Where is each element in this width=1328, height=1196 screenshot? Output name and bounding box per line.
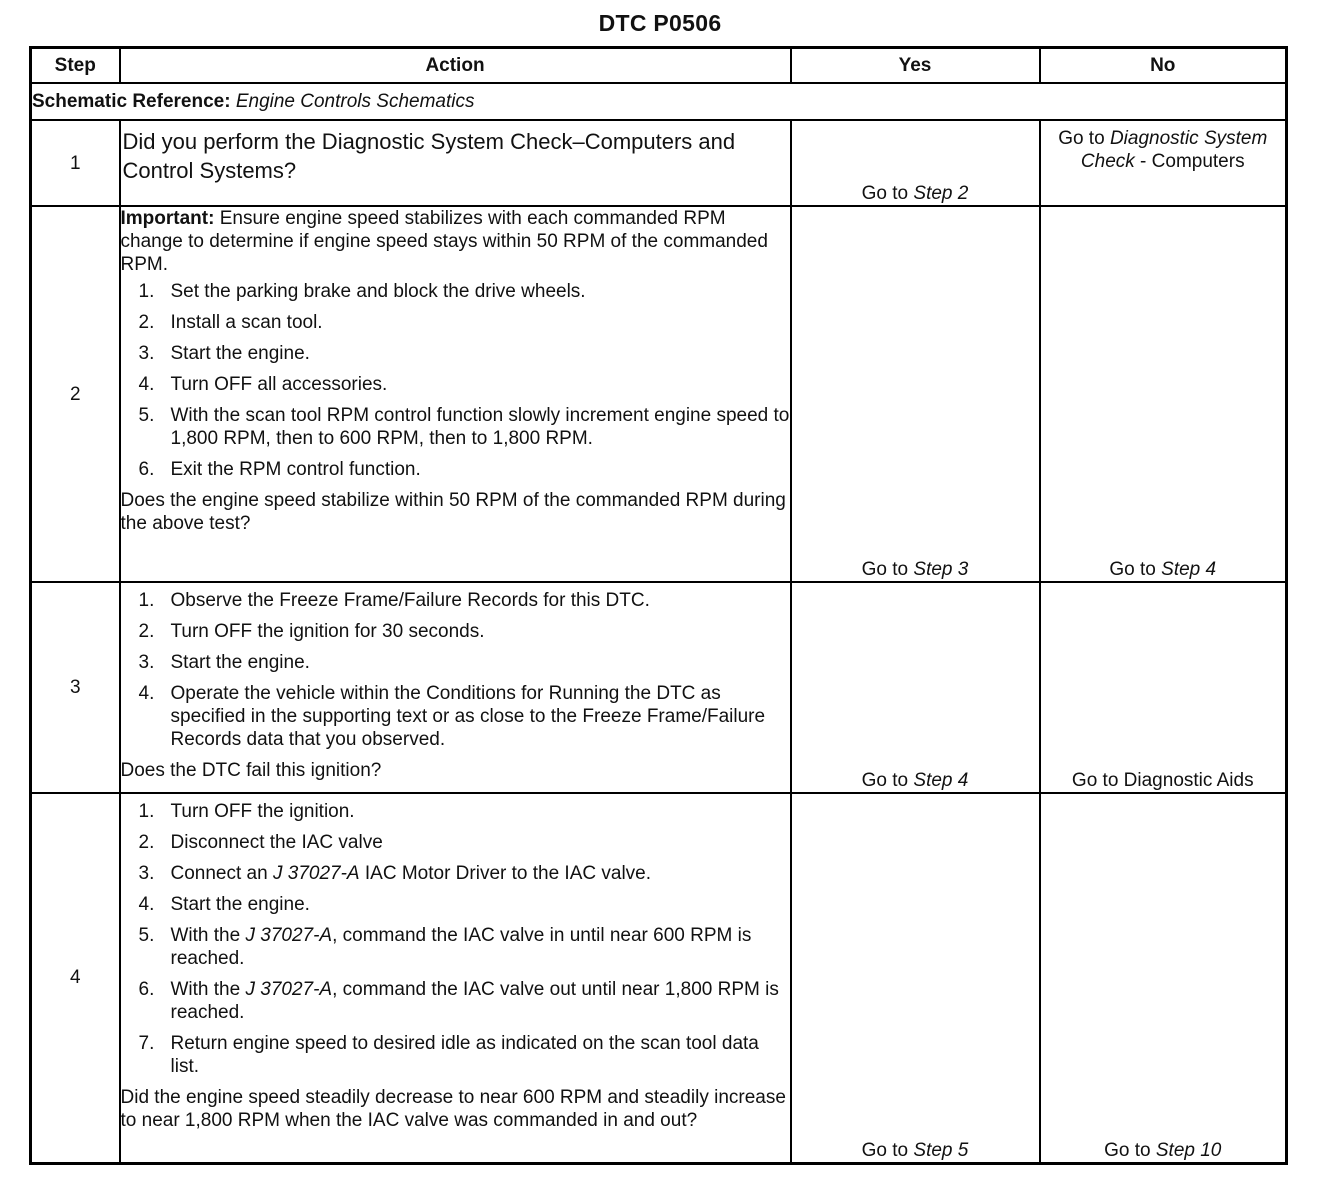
important-text: Ensure engine speed stabilizes with each commanded RPM change to determine if engine speed stays within 50 RPM of the commanded RPM. [120, 208, 768, 275]
step-number: 3 [31, 582, 120, 793]
yes-prefix: Go to [861, 770, 909, 791]
header-action: Action [120, 48, 791, 84]
list-item: 3. Start the engine. [138, 343, 310, 364]
no-prefix: Go to [1109, 559, 1156, 580]
list-item: 1. Observe the Freeze Frame/Failure Records for this DTC. [138, 590, 650, 611]
schematic-value: Engine Controls Schematics [235, 91, 475, 112]
no-suffix: - Computers [1140, 151, 1245, 172]
action-cell [120, 206, 791, 582]
no-link[interactable]: Step 10 [1155, 1139, 1222, 1161]
procedure-list [121, 280, 790, 481]
yes-cell [791, 793, 1040, 1163]
no-cell [1040, 582, 1287, 793]
diagnostic-table [29, 46, 1288, 1165]
list-item: 2. Install a scan tool. [138, 312, 323, 333]
no-prefix: Go to [1104, 1139, 1151, 1161]
no-link[interactable]: Diagnostic System Check [1080, 128, 1268, 172]
header-no: No [1040, 48, 1287, 84]
yes-link[interactable]: Step 3 [913, 559, 969, 580]
step-number: 1 [31, 120, 120, 206]
list-item: 3. Connect an J 37027-A IAC Motor Driver to the IAC valve. [138, 863, 652, 884]
yes-prefix: Go to [861, 183, 909, 204]
list-item: 1. Set the parking brake and block the drive wheels. [138, 281, 586, 302]
table-row [31, 120, 1287, 206]
yes-cell [791, 582, 1040, 793]
schematic-row [31, 83, 1287, 120]
list-item: 5. With the J 37027-A, command the IAC valve in until near 600 RPM is reached. [138, 925, 752, 969]
table-row [31, 793, 1287, 1163]
tool-reference: J 37027-A [272, 863, 360, 884]
header-yes: Yes [791, 48, 1040, 84]
no-cell [1040, 206, 1287, 582]
list-item: 3. Start the engine. [138, 652, 310, 673]
list-item: 1. Turn OFF the ignition. [138, 801, 355, 822]
question-text: Does the engine speed stabilize within 50 RPM of the commanded RPM during the above test? [120, 490, 786, 534]
yes-cell [791, 120, 1040, 206]
yes-link[interactable]: Step 5 [913, 1139, 969, 1161]
yes-prefix: Go to [861, 559, 909, 580]
procedure-list [121, 800, 790, 1078]
no-cell [1040, 120, 1287, 206]
page-title: DTC P0506 [598, 10, 722, 36]
action-cell [120, 793, 791, 1163]
important-label: Important: [120, 208, 215, 229]
tool-reference: J 37027-A [245, 925, 333, 946]
no-link[interactable]: Go to Diagnostic Aids [1071, 770, 1254, 791]
yes-prefix: Go to [861, 1139, 909, 1161]
list-item: 2. Disconnect the IAC valve [138, 832, 383, 853]
procedure-list [121, 589, 790, 751]
tool-reference: J 37027-A [245, 979, 333, 1000]
schematic-reference [31, 83, 1287, 120]
list-item: 5. With the scan tool RPM control function slowly increment engine speed to 1,800 RPM, then to 600 RPM, then to 1,800 RPM. [138, 405, 790, 449]
action-cell [120, 120, 791, 206]
step-number: 4 [31, 793, 120, 1163]
question-text: Did the engine speed steadily decrease to near 600 RPM and steadily increase to near 1,800 RPM when the IAC valve was commanded in and out? [120, 1087, 786, 1131]
question-text: Does the DTC fail this ignition? [120, 760, 382, 781]
action-cell [120, 582, 791, 793]
no-cell [1040, 793, 1287, 1163]
table-row [31, 582, 1287, 793]
header-row [31, 48, 1287, 84]
list-item: 4. Start the engine. [138, 894, 310, 915]
yes-link[interactable]: Step 2 [913, 183, 969, 204]
list-item: 4. Operate the vehicle within the Conditions for Running the DTC as specified in the supporting text or as close to the Freeze Frame/Failure Records data that you observed. [138, 683, 766, 750]
no-link[interactable]: Step 4 [1161, 559, 1217, 580]
table-row [31, 206, 1287, 582]
list-item: 4. Turn OFF all accessories. [138, 374, 388, 395]
no-prefix: Go to [1058, 128, 1105, 149]
list-item: 6. Exit the RPM control function. [138, 459, 421, 480]
list-item: 6. With the J 37027-A, command the IAC valve out until near 1,800 RPM is reached. [138, 979, 779, 1023]
header-step: Step [31, 48, 120, 84]
question-text: Did you perform the Diagnostic System Check–Computers and Control Systems? [122, 129, 736, 183]
important-note [121, 207, 790, 276]
schematic-label: Schematic Reference: [32, 91, 231, 112]
yes-cell [791, 206, 1040, 582]
yes-link[interactable]: Step 4 [913, 770, 969, 791]
step-number: 2 [31, 206, 120, 582]
list-item: 2. Turn OFF the ignition for 30 seconds. [138, 621, 485, 642]
list-item: 7. Return engine speed to desired idle as indicated on the scan tool data list. [138, 1033, 759, 1077]
